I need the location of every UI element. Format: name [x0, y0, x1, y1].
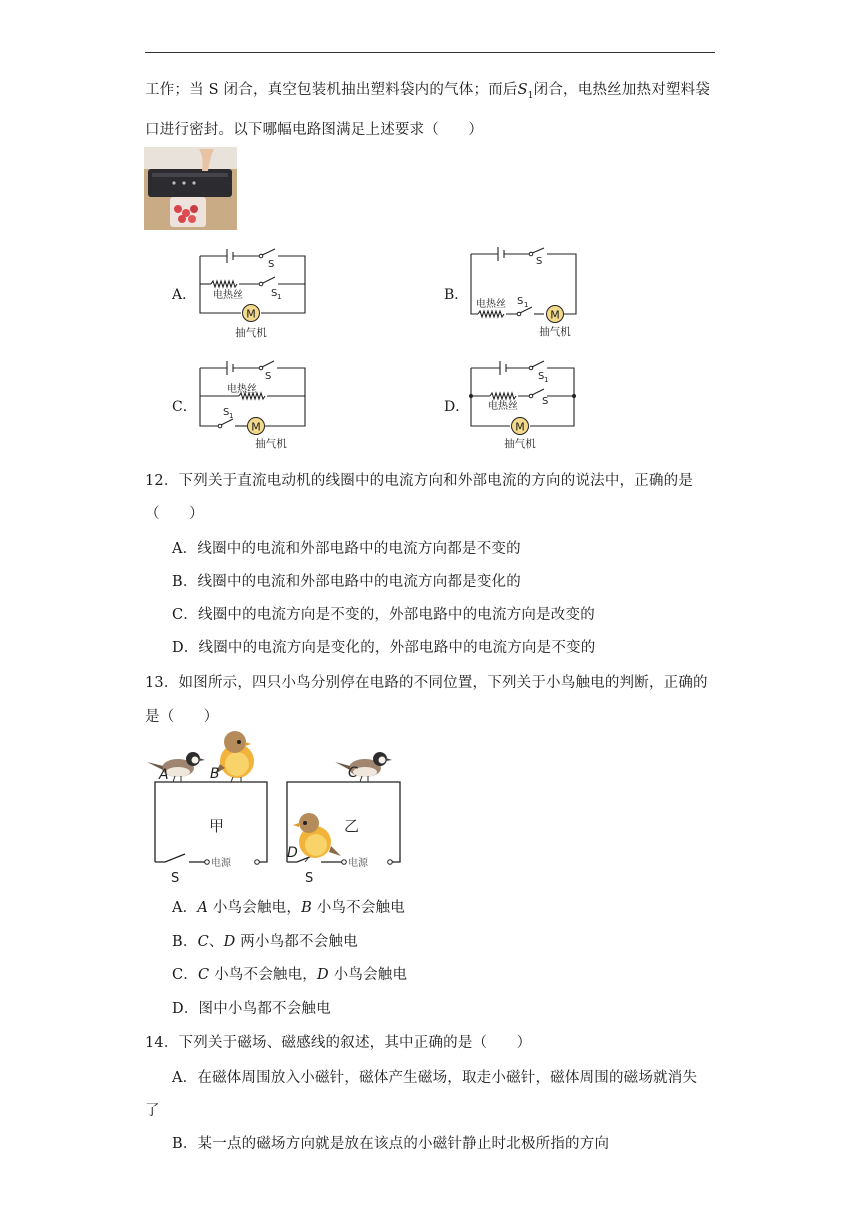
- intro-line-2: 口进行密封。以下哪幅电路图满足上述要求（ ）: [145, 122, 484, 138]
- svg-text:S: S: [271, 288, 278, 299]
- q13-choice-d: D．图中小鸟都不会触电: [172, 1001, 331, 1017]
- circuit-diagram-d: [468, 352, 588, 452]
- svg-text:抽气机: 抽气机: [235, 327, 267, 339]
- svg-text:电热丝: 电热丝: [488, 401, 518, 412]
- svg-text:抽气机: 抽气机: [539, 326, 571, 338]
- svg-text:B: B: [210, 766, 220, 782]
- svg-text:1: 1: [524, 301, 529, 309]
- svg-text:A: A: [159, 767, 169, 783]
- svg-text:M: M: [251, 420, 261, 434]
- svg-text:S: S: [542, 396, 549, 407]
- svg-text:电源: 电源: [211, 858, 231, 869]
- svg-text:抽气机: 抽气机: [504, 438, 536, 450]
- q14-choice-a-line-1: A．在磁体周围放入小磁针，磁体产生磁场，取走小磁针，磁体周围的磁场就消失: [172, 1070, 698, 1086]
- svg-text:1: 1: [277, 293, 282, 301]
- svg-text:S: S: [265, 371, 272, 382]
- vacuum-sealer-photo: [144, 147, 237, 230]
- q13-choice-b: B．C、D 两小鸟都不会触电: [172, 934, 358, 950]
- option-a-label: A．: [172, 287, 197, 303]
- q14-stem: 14．下列关于磁场、磁感线的叙述，其中正确的是（ ）: [145, 1035, 532, 1051]
- option-c-label: C．: [172, 399, 197, 415]
- svg-text:S: S: [268, 259, 275, 270]
- svg-text:1: 1: [544, 376, 549, 384]
- q13-choice-c: C．C 小鸟不会触电，D 小鸟会触电: [172, 967, 408, 983]
- q13-choice-a: A．A 小鸟会触电，B 小鸟不会触电: [172, 900, 405, 916]
- q13-stem: 13．如图所示，四只小鸟分别停在电路的不同位置，下列关于小鸟触电的判断，正确的: [145, 675, 708, 691]
- circuit-diagram-c: [195, 352, 315, 452]
- bird-c-icon: [335, 752, 392, 782]
- svg-text:S: S: [536, 256, 543, 267]
- svg-text:M: M: [246, 307, 256, 321]
- circuit-diagram-b: [468, 240, 588, 340]
- svg-text:M: M: [515, 420, 525, 434]
- bird-a-icon: [147, 752, 205, 782]
- bird-b-icon: [215, 731, 254, 782]
- svg-text:1: 1: [229, 412, 234, 420]
- q12-stem: 12．下列关于直流电动机的线圈中的电流方向和外部电流的方向的说法中，正确的是: [145, 473, 694, 489]
- q12-choice-a: A．线圈中的电流和外部电路中的电流方向都是不变的: [172, 541, 521, 557]
- svg-text:D: D: [287, 845, 298, 861]
- q12-choice-b: B．线圈中的电流和外部电路中的电流方向都是变化的: [172, 574, 521, 590]
- svg-text:乙: 乙: [344, 817, 360, 835]
- q12-blank: （ ）: [145, 506, 204, 522]
- option-b-label: B．: [444, 287, 469, 303]
- q13-stem-2: 是（ ）: [145, 709, 219, 725]
- q14-choice-b: B．某一点的磁场方向就是放在该点的小磁针静止时北极所指的方向: [172, 1136, 610, 1152]
- svg-text:C: C: [348, 765, 358, 781]
- q12-choice-c: C．线圈中的电流方向是不变的，外部电路中的电流方向是改变的: [172, 607, 595, 623]
- bird-d-icon: [293, 813, 341, 862]
- svg-text:电热丝: 电热丝: [213, 290, 243, 301]
- svg-text:甲: 甲: [209, 817, 225, 835]
- svg-text:抽气机: 抽气机: [255, 438, 287, 450]
- svg-text:S: S: [538, 371, 545, 382]
- q12-choice-d: D．线圈中的电流方向是变化的，外部电路中的电流方向是不变的: [172, 640, 596, 656]
- svg-text:M: M: [550, 308, 560, 322]
- circuit-diagram-a: [195, 240, 315, 340]
- svg-text:S: S: [223, 407, 230, 418]
- svg-text:S: S: [517, 296, 524, 307]
- option-d-label: D．: [444, 399, 470, 415]
- header-rule: [145, 52, 715, 53]
- svg-text:S: S: [171, 871, 180, 885]
- svg-text:电源: 电源: [348, 858, 368, 869]
- svg-text:电热丝: 电热丝: [476, 299, 506, 310]
- svg-text:电热丝: 电热丝: [227, 384, 257, 395]
- q14-choice-a-line-2: 了: [145, 1103, 160, 1119]
- bird-circuit-figure: [145, 730, 415, 885]
- svg-text:S: S: [305, 871, 314, 885]
- intro-line-1: 工作；当 S 闭合，真空包装机抽出塑料袋内的气体；而后$S_1$闭合，电热丝加热对塑料袋: [145, 82, 711, 101]
